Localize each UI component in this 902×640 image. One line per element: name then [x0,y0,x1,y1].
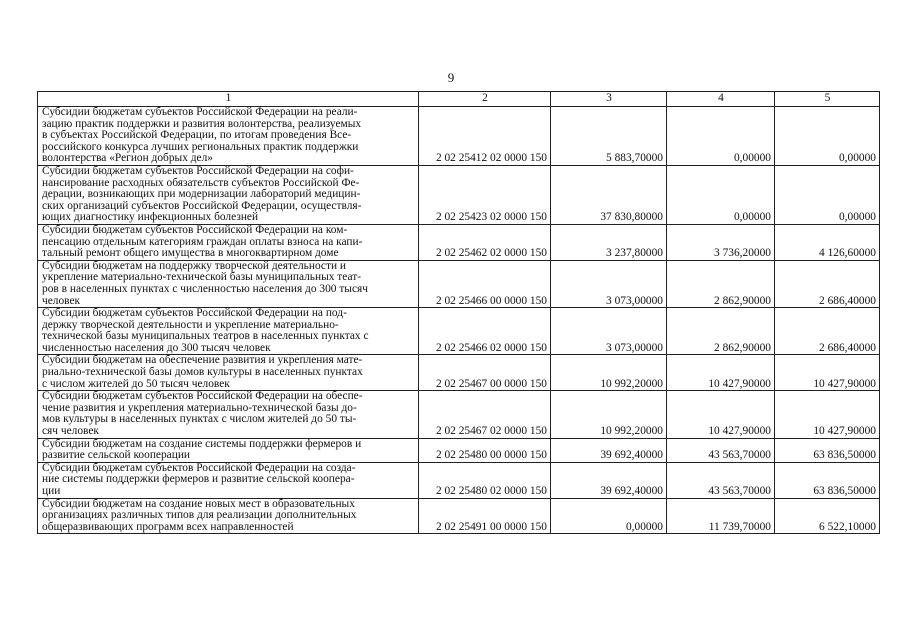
amount-col3: 5 883,70000 [551,107,667,166]
table-row [38,308,880,355]
amount-col5: 63 836,50000 [775,438,880,462]
budget-code: 2 02 25467 00 0000 150 [419,355,551,391]
amount-col4: 10 427,90000 [667,355,775,391]
amount-col4: 2 862,90000 [667,260,775,307]
row-description: Субсидии бюджетам субъектов Российской Федерации на ком- пенсацию отдельным категориям граждан оплаты взноса на капи- тальный ремонт общего имущества в многоквартирном доме [38,224,419,260]
row-description: Субсидии бюджетам субъектов Российской Федерации на обеспе- чение развития и укрепления материально-технической базы до- мов культуры в населенных пунктах с числом жителей до 50 ты- сяч человек [38,391,419,438]
budget-table [37,91,880,534]
page-number: 9 [447,70,455,85]
table-row [38,438,880,462]
amount-col4: 0,00000 [667,165,775,224]
amount-col3: 10 992,20000 [551,355,667,391]
amount-col5: 2 686,40000 [775,308,880,355]
table-row [38,462,880,498]
row-description: Субсидии бюджетам на поддержку творческой деятельности и укрепление материально-технической базы муниципальных теат- ров в населенных пунктах с численностью населения до 300 тысяч человек [38,260,419,307]
row-description: Субсидии бюджетам субъектов Российской Федерации на софи- нансирование расходных обязательств субъектов Российской Фе- дерации, возникающих при модернизации лабораторий медицин- ских организаций субъектов Российской Федерации, осуществля- ющих диагностику инфекционных болезней [38,165,419,224]
amount-col4: 3 736,20000 [667,224,775,260]
column-header: 1 [38,92,419,107]
row-description: Субсидии бюджетам субъектов Российской Федерации на под- держку творческой деятельности и укрепление материально- технической базы муниципальных театров в населенных пунктах с численностью населения до 300 тысяч человек [38,308,419,355]
amount-col3: 39 692,40000 [551,438,667,462]
budget-code: 2 02 25491 00 0000 150 [419,498,551,534]
amount-col5: 10 427,90000 [775,391,880,438]
amount-col3: 37 830,80000 [551,165,667,224]
amount-col4: 2 862,90000 [667,308,775,355]
table-row [38,355,880,391]
budget-code: 2 02 25412 02 0000 150 [419,107,551,166]
table-header-row [38,92,880,107]
amount-col4: 11 739,70000 [667,498,775,534]
budget-code: 2 02 25466 02 0000 150 [419,308,551,355]
row-description: Субсидии бюджетам субъектов Российской Федерации на созда- ние системы поддержки фермеров и развитие сельской коопера- ции [38,462,419,498]
table-row [38,165,880,224]
amount-col3: 3 073,00000 [551,308,667,355]
amount-col4: 43 563,70000 [667,438,775,462]
amount-col3: 10 992,20000 [551,391,667,438]
amount-col5: 4 126,60000 [775,224,880,260]
amount-col3: 3 237,80000 [551,224,667,260]
amount-col4: 10 427,90000 [667,391,775,438]
amount-col5: 2 686,40000 [775,260,880,307]
amount-col5: 10 427,90000 [775,355,880,391]
column-header: 5 [775,92,880,107]
column-header: 2 [419,92,551,107]
column-header: 3 [551,92,667,107]
budget-code: 2 02 25462 02 0000 150 [419,224,551,260]
amount-col3: 0,00000 [551,498,667,534]
amount-col5: 6 522,10000 [775,498,880,534]
amount-col5: 0,00000 [775,107,880,166]
amount-col4: 43 563,70000 [667,462,775,498]
table-row [38,224,880,260]
amount-col3: 3 073,00000 [551,260,667,307]
row-description: Субсидии бюджетам на обеспечение развития и укрепления мате- риально-технической базы домов культуры в населенных пунктах с числом жителей до 50 тысяч человек [38,355,419,391]
amount-col5: 63 836,50000 [775,462,880,498]
table-row [38,391,880,438]
budget-code: 2 02 25423 02 0000 150 [419,165,551,224]
budget-code: 2 02 25480 02 0000 150 [419,462,551,498]
amount-col4: 0,00000 [667,107,775,166]
table-row [38,498,880,534]
amount-col3: 39 692,40000 [551,462,667,498]
row-description: Субсидии бюджетам на создание системы поддержки фермеров и развитие сельской кооперации [38,438,419,462]
table-row [38,107,880,166]
budget-code: 2 02 25466 00 0000 150 [419,260,551,307]
table-row [38,260,880,307]
budget-code: 2 02 25467 02 0000 150 [419,391,551,438]
amount-col5: 0,00000 [775,165,880,224]
budget-code: 2 02 25480 00 0000 150 [419,438,551,462]
row-description: Субсидии бюджетам на создание новых мест в образовательных организациях различных типов для реализации дополнительных общеразвивающих программ всех направленностей [38,498,419,534]
column-header: 4 [667,92,775,107]
row-description: Субсидии бюджетам субъектов Российской Федерации на реали- зацию практик поддержки и развития волонтерства, реализуемых в субъектах Российской Федерации, по итогам проведения Все- российского конкурса лучших региональных практик поддержки волонтерства «Регион добрых дел» [38,107,419,166]
